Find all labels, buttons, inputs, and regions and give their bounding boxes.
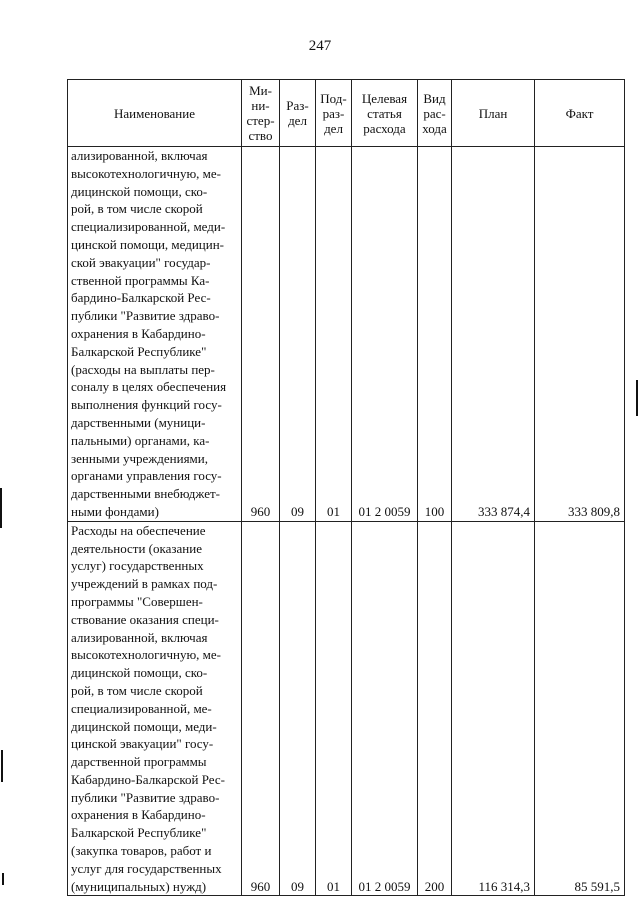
header-ministry: Ми- ни- стер- ство bbox=[242, 80, 280, 147]
header-type: Вид рас- хода bbox=[418, 80, 452, 147]
plan-cell: 116 314,3 bbox=[452, 521, 535, 896]
scan-mark bbox=[2, 873, 4, 885]
plan-cell: 333 874,4 bbox=[452, 147, 535, 522]
subsection-cell: 01 bbox=[316, 521, 352, 896]
header-row bbox=[68, 80, 625, 147]
header-section: Раз- дел bbox=[280, 80, 316, 147]
target-cell: 01 2 0059 bbox=[352, 147, 418, 522]
section-cell: 09 bbox=[280, 521, 316, 896]
scan-mark bbox=[1, 750, 3, 782]
scan-mark bbox=[0, 488, 2, 528]
header-subsection: Под- раз- дел bbox=[316, 80, 352, 147]
fact-cell: 85 591,5 bbox=[535, 521, 625, 896]
subsection-cell: 01 bbox=[316, 147, 352, 522]
type-cell: 200 bbox=[418, 521, 452, 896]
target-cell: 01 2 0059 bbox=[352, 521, 418, 896]
fact-cell: 333 809,8 bbox=[535, 147, 625, 522]
header-plan: План bbox=[452, 80, 535, 147]
budget-table bbox=[67, 79, 625, 896]
scan-mark bbox=[636, 380, 638, 416]
table-row bbox=[68, 147, 625, 522]
ministry-cell: 960 bbox=[242, 521, 280, 896]
row-name-cell: ализированной, включая высокотехнологичную, ме- дицинской помощи, ско- рой, в том числе скорой специализированной, меди- цинской помощи, медицин- ской эвакуации" государ- ственной программы Ка- бардино-Балкарской Рес- публики "Развитие здраво- охранения в Кабардино- Балкарской Республике" (расходы на выплаты пер- соналу в целях обеспечения выполнения функций госу- дарственными (муници- пальными) органами, ка- зенными учреждениями, органами управления госу- дарственными внебюджет- ными фондами) bbox=[68, 147, 242, 522]
ministry-cell: 960 bbox=[242, 147, 280, 522]
header-target: Целевая статья расхода bbox=[352, 80, 418, 147]
header-fact: Факт bbox=[535, 80, 625, 147]
section-cell: 09 bbox=[280, 147, 316, 522]
header-name: Наименование bbox=[68, 80, 242, 147]
type-cell: 100 bbox=[418, 147, 452, 522]
row-name-cell: Расходы на обеспечение деятельности (оказание услуг) государственных учреждений в рамках под- программы "Совершен- ствование оказания специ- ализированной, включая высокотехнологичную, ме- дицинской помощи, ско- рой, в том числе скорой специализированной, ме- дицинской помощи, меди- цинской эвакуации" госу- дарственной программы Кабардино-Балкарской Рес- публики "Развитие здраво- охранения в Кабардино- Балкарской Республике" (закупка товаров, работ и услуг для государственных (муниципальных) нужд) bbox=[68, 521, 242, 896]
page-number: 247 bbox=[308, 38, 332, 54]
table-row bbox=[68, 521, 625, 896]
